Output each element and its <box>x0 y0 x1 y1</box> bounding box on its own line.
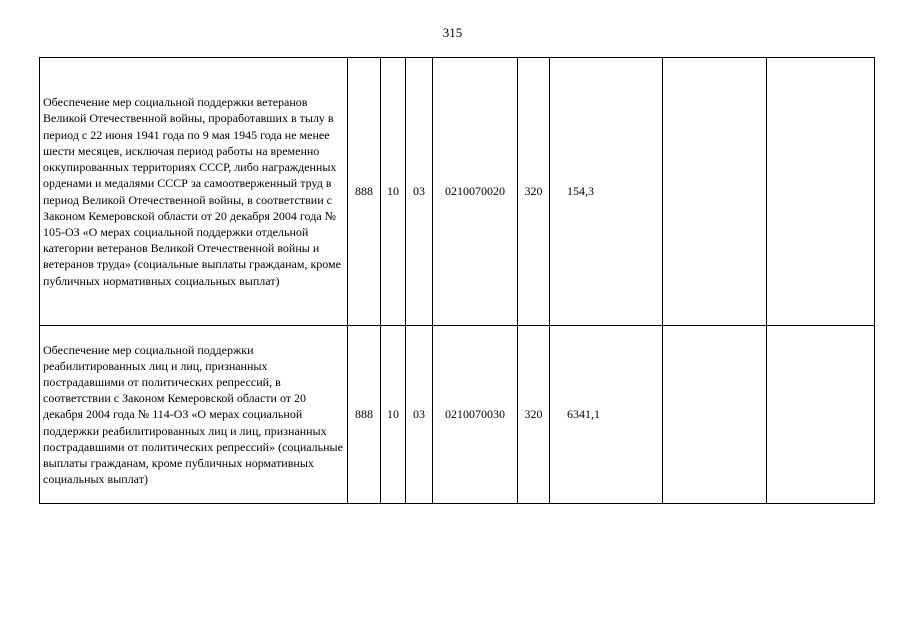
subsection-code: 03 <box>406 326 433 504</box>
section-code: 10 <box>381 326 406 504</box>
table-row <box>40 58 875 326</box>
amount-cell: 154,3 <box>550 58 663 326</box>
page-number: 315 <box>442 25 463 40</box>
row-description: Обеспечение мер социальной поддержки реабилитированных лиц и лиц, признанных пострадавшими от политических репрессий, в соответствии с Законом Кемеровской области от 20 декабря 2004 года № 114-ОЗ «О мерах социальной поддержки реабилитированных лиц и лиц, признанных пострадавшими от политических репрессий» (социальные выплаты гражданам, кроме публичных нормативных социальных выплат) <box>40 326 348 504</box>
ministry-code: 888 <box>348 58 381 326</box>
amount-cell: 6341,1 <box>550 326 663 504</box>
subsection-code: 03 <box>406 58 433 326</box>
row-description: Обеспечение мер социальной поддержки ветеранов Великой Отечественной войны, проработавших в тылу в период с 22 июня 1941 года по 9 мая 1945 года не менее шести месяцев, исключая период работы на временно оккупированных территориях СССР, либо награжденных орденами и медалями СССР за самоотверженный труд в период Великой Отечественной войны, в соответствии с Законом Кемеровской области от 20 декабря 2004 года № 105-ОЗ «О мерах социальной поддержки отдельной категории ветеранов Великой Отечественной войны и ветеранов труда» (социальные выплаты гражданам, кроме публичных нормативных социальных выплат) <box>40 58 348 326</box>
amount-cell-2 <box>663 326 767 504</box>
target-article-code: 0210070030 <box>433 326 518 504</box>
target-article-code: 0210070020 <box>433 58 518 326</box>
amount-cell-3 <box>767 326 875 504</box>
section-code: 10 <box>381 58 406 326</box>
ministry-code: 888 <box>348 326 381 504</box>
amount-cell-2 <box>663 58 767 326</box>
expense-type-code: 320 <box>518 58 550 326</box>
amount-cell-3 <box>767 58 875 326</box>
expense-type-code: 320 <box>518 326 550 504</box>
table-row <box>40 326 875 504</box>
budget-table <box>39 57 875 504</box>
